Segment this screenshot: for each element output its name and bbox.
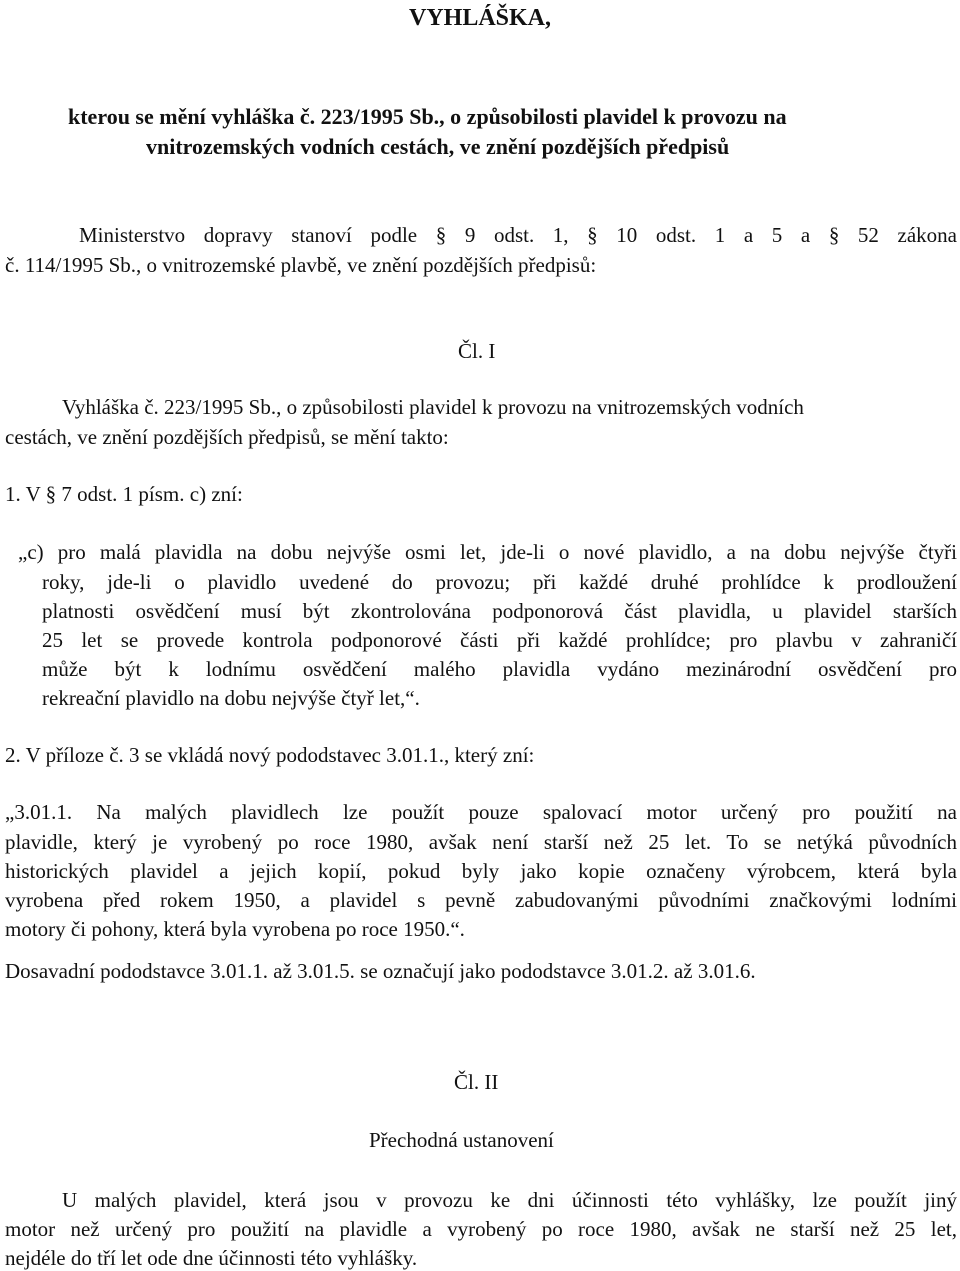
article1-heading: Čl. I xyxy=(458,339,496,363)
quote2-line: „3.01.1. Na malých plavidlech lze použít pouze spalovací motor určený pro použití na xyxy=(5,800,957,824)
quote2-line: plavidle, který je vyrobený po roce 1980, avšak není starší než 25 let. To se netýká původních xyxy=(5,830,957,854)
quote2-line: historických plavidel a jejich kopií, pokud byly jako kopie označeny výrobcem, která byla xyxy=(5,859,957,883)
quote1-line: „c) pro malá plavidla na dobu nejvýše osmi let, jde-li o nové plavidlo, a na dobu nejvýše čtyři xyxy=(18,540,957,564)
quote2-line: vyrobena před rokem 1950, a plavidel s pevně zabudovanými původními značkovými lodními xyxy=(5,888,957,912)
document-subtitle-line1: kterou se mění vyhláška č. 223/1995 Sb., o způsobilosti plavidel k provozu na xyxy=(68,104,787,129)
quote1-line: může být k lodnímu osvědčení malého plavidla vydáno mezinárodní osvědčení pro xyxy=(42,657,957,681)
article2-text-line: nejdéle do tří let ode dne účinnosti této vyhlášky. xyxy=(5,1246,418,1270)
article2-heading: Čl. II xyxy=(454,1070,499,1094)
article1-point1: 1. V § 7 odst. 1 písm. c) zní: xyxy=(5,482,243,506)
preamble-line1: Ministerstvo dopravy stanoví podle § 9 odst. 1, § 10 odst. 1 a 5 a § 52 zákona xyxy=(79,223,957,247)
quote1-line: 25 let se provede kontrola podponorové části při každé prohlídce; pro plavbu v zahraničí xyxy=(42,628,957,652)
quote1-line: rekreační plavidlo na dobu nejvýše čtyř let,“. xyxy=(42,686,420,710)
document-title: VYHLÁŠKA, xyxy=(408,5,552,31)
quote2-line: motory či pohony, která byla vyrobena po roce 1950.“. xyxy=(5,917,465,941)
article2-subheading: Přechodná ustanovení xyxy=(369,1128,554,1152)
quote1-line: platnosti osvědčení musí být zkontrolována podponorová část plavidla, u plavidel starších xyxy=(42,599,957,623)
article2-text-line: motor než určený pro použití na plavidle a vyrobený po roce 1980, avšak ne starší než 25 let, xyxy=(5,1217,957,1241)
document-subtitle-line2: vnitrozemských vodních cestách, ve znění pozdějších předpisů xyxy=(146,134,730,159)
preamble-line2: č. 114/1995 Sb., o vnitrozemské plavbě, ve znění pozdějších předpisů: xyxy=(5,253,597,277)
article1-intro-line1: Vyhláška č. 223/1995 Sb., o způsobilosti plavidel k provozu na vnitrozemských vodních xyxy=(62,395,804,419)
renumber-note: Dosavadní pododstavce 3.01.1. až 3.01.5. se označují jako pododstavce 3.01.2. až 3.01.6. xyxy=(5,959,756,983)
article1-intro-line2: cestách, ve znění pozdějších předpisů, se mění takto: xyxy=(5,425,449,449)
article2-text-line: U malých plavidel, která jsou v provozu ke dni účinnosti této vyhlášky, lze použít jiný xyxy=(62,1188,957,1212)
article1-point2: 2. V příloze č. 3 se vkládá nový pododstavec 3.01.1., který zní: xyxy=(5,743,535,767)
quote1-line: roky, jde-li o plavidlo uvedené do provozu; při každé druhé prohlídce k prodloužení xyxy=(42,570,957,594)
